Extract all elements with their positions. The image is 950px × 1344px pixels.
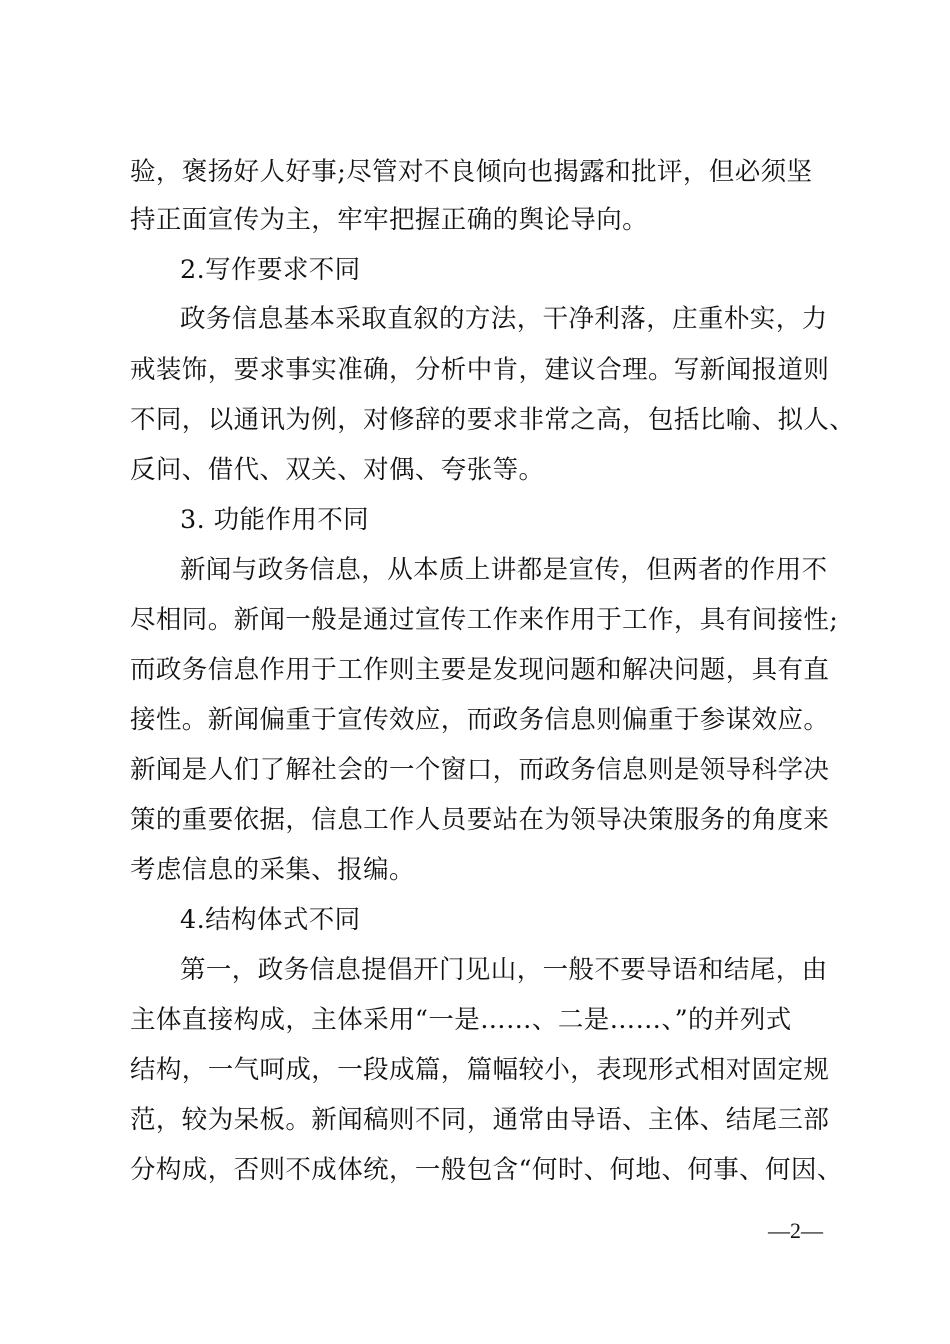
text-line: 而政务信息作用于工作则主要是发现问题和解决问题，具有直 <box>130 655 830 685</box>
text-line: 反问、借代、双关、对偶、夸张等。 <box>130 455 545 485</box>
section-heading: 2.写作要求不同 <box>180 255 361 285</box>
text-line: 新闻是人们了解社会的一个窗口，而政务信息则是领导科学决 <box>130 755 830 785</box>
paragraph-first-line: 第一，政务信息提倡开门见山，一般不要导语和结尾，由 <box>180 955 828 985</box>
text-line: 不同，以通讯为例，对修辞的要求非常之高，包括比喻、拟人、 <box>130 405 856 435</box>
page-number: —2— <box>768 1218 823 1243</box>
text-line: 验，褒扬好人好事;尽管对不良倾向也揭露和批评，但必须坚 <box>130 157 813 187</box>
text-line: 范，较为呆板。新闻稿则不同，通常由导语、主体、结尾三部 <box>130 1105 830 1135</box>
text-line: 主体直接构成，主体采用“一是……、二是……、”的并列式 <box>130 1005 792 1035</box>
text-line: 持正面宣传为主，牢牢把握正确的舆论导向。 <box>130 205 649 235</box>
paragraph-first-line: 新闻与政务信息，从本质上讲都是宣传，但两者的作用不 <box>180 555 828 585</box>
text-line: 结构，一气呵成，一段成篇，篇幅较小，表现形式相对固定规 <box>130 1055 830 1085</box>
section-heading: 3. 功能作用不同 <box>180 505 370 535</box>
text-line: 戒装饰，要求事实准确，分析中肯，建议合理。写新闻报道则 <box>130 355 830 385</box>
text-line: 分构成，否则不成体统，一般包含“何时、何地、何事、何因、 <box>130 1155 843 1185</box>
text-line: 考虑信息的采集、报编。 <box>130 855 415 885</box>
text-line: 尽相同。新闻一般是通过宣传工作来作用于工作，具有间接性; <box>130 605 839 635</box>
text-line: 接性。新闻偏重于宣传效应，而政务信息则偏重于参谋效应。 <box>130 705 830 735</box>
paragraph-first-line: 政务信息基本采取直叙的方法，干净利落，庄重朴实，力 <box>180 304 828 334</box>
text-line: 策的重要依据，信息工作人员要站在为领导决策服务的角度来 <box>130 805 830 835</box>
section-heading: 4.结构体式不同 <box>180 905 361 935</box>
